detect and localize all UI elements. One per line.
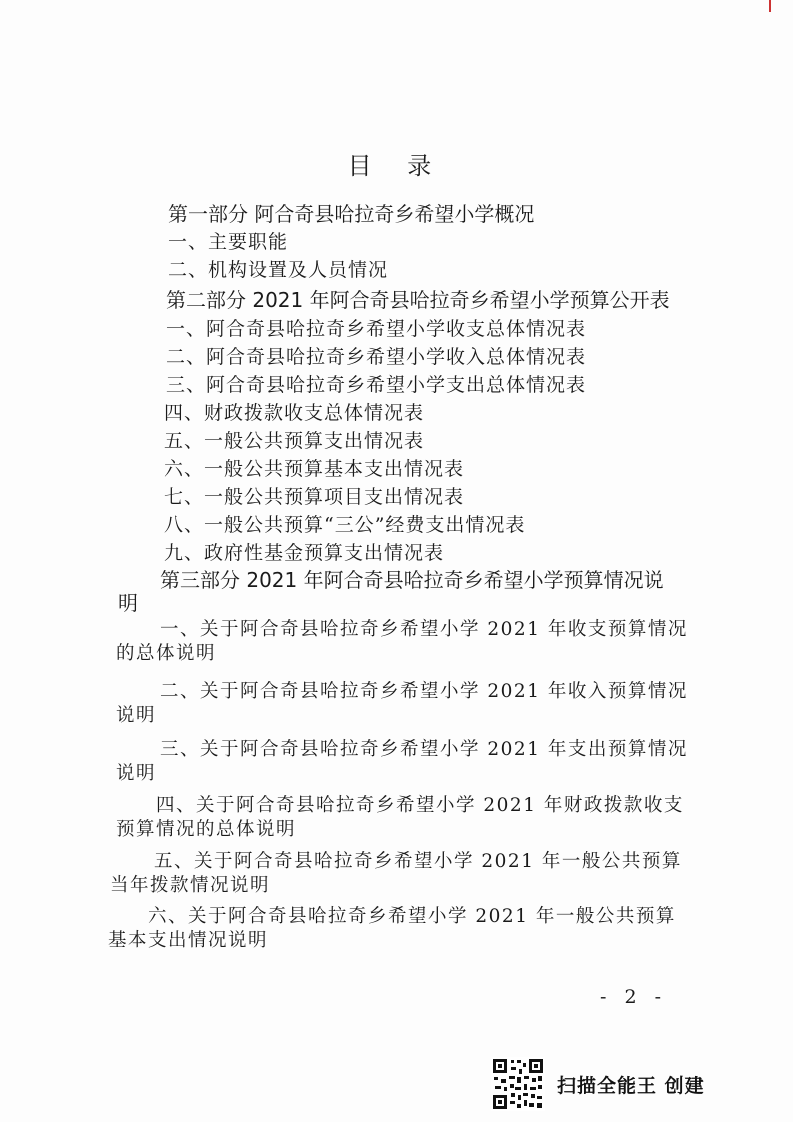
toc-item: 二、阿合奇县哈拉奇乡希望小学收入总体情况表 xyxy=(166,346,587,368)
toc-entry-cont: 当年拨款情况说明 xyxy=(110,875,271,896)
toc-item: 九、政府性基金预算支出情况表 xyxy=(164,542,445,564)
toc-item: 三、阿合奇县哈拉奇乡希望小学支出总体情况表 xyxy=(166,374,587,396)
watermark-label: 扫描全能王 创建 xyxy=(557,1074,705,1097)
page-number: - 2 - xyxy=(600,986,668,1008)
toc-entry-cont: 说明 xyxy=(116,705,157,726)
corner-mark xyxy=(769,0,771,12)
toc-entry: 六、关于阿合奇县哈拉奇乡希望小学 2021 年一般公共预算 xyxy=(148,906,676,927)
toc-entry: 三、关于阿合奇县哈拉奇乡希望小学 2021 年支出预算情况 xyxy=(160,739,688,760)
toc-entry-cont: 预算情况的总体说明 xyxy=(116,819,297,840)
toc-item: 七、一般公共预算项目支出情况表 xyxy=(164,486,465,508)
toc-entry: 一、关于阿合奇县哈拉奇乡希望小学 2021 年收支预算情况 xyxy=(160,619,688,640)
toc-item: 六、一般公共预算基本支出情况表 xyxy=(164,458,465,480)
qr-code-icon xyxy=(491,1057,545,1111)
toc-entry-cont: 基本支出情况说明 xyxy=(108,930,269,951)
toc-entry: 四、关于阿合奇县哈拉奇乡希望小学 2021 年财政拨款收支 xyxy=(156,795,684,816)
toc-item: 四、财政拨款收支总体情况表 xyxy=(164,402,425,424)
toc-item: 八、一般公共预算“三公”经费支出情况表 xyxy=(164,514,526,536)
toc-part-3-cont: 明 xyxy=(118,591,138,615)
toc-entry-cont: 说明 xyxy=(116,763,157,784)
toc-item: 一、阿合奇县哈拉奇乡希望小学收支总体情况表 xyxy=(166,318,587,340)
toc-entry: 二、关于阿合奇县哈拉奇乡希望小学 2021 年收入预算情况 xyxy=(160,681,688,702)
scanner-watermark xyxy=(491,1056,705,1112)
toc-part-2: 第二部分 2021 年阿合奇县哈拉奇乡希望小学预算公开表 xyxy=(166,288,670,312)
toc-entry-cont: 的总体说明 xyxy=(116,643,217,664)
toc-part-1: 第一部分 阿合奇县哈拉奇乡希望小学概况 xyxy=(168,202,535,226)
toc-item: 五、一般公共预算支出情况表 xyxy=(164,430,425,452)
toc-item: 一、主要职能 xyxy=(168,231,289,253)
toc-part-3: 第三部分 2021 年阿合奇县哈拉奇乡希望小学预算情况说 xyxy=(160,568,664,592)
toc-entry: 五、关于阿合奇县哈拉奇乡希望小学 2021 年一般公共预算 xyxy=(154,851,682,872)
toc-item: 二、机构设置及人员情况 xyxy=(168,259,389,281)
toc-title: 目 录 xyxy=(347,152,446,180)
